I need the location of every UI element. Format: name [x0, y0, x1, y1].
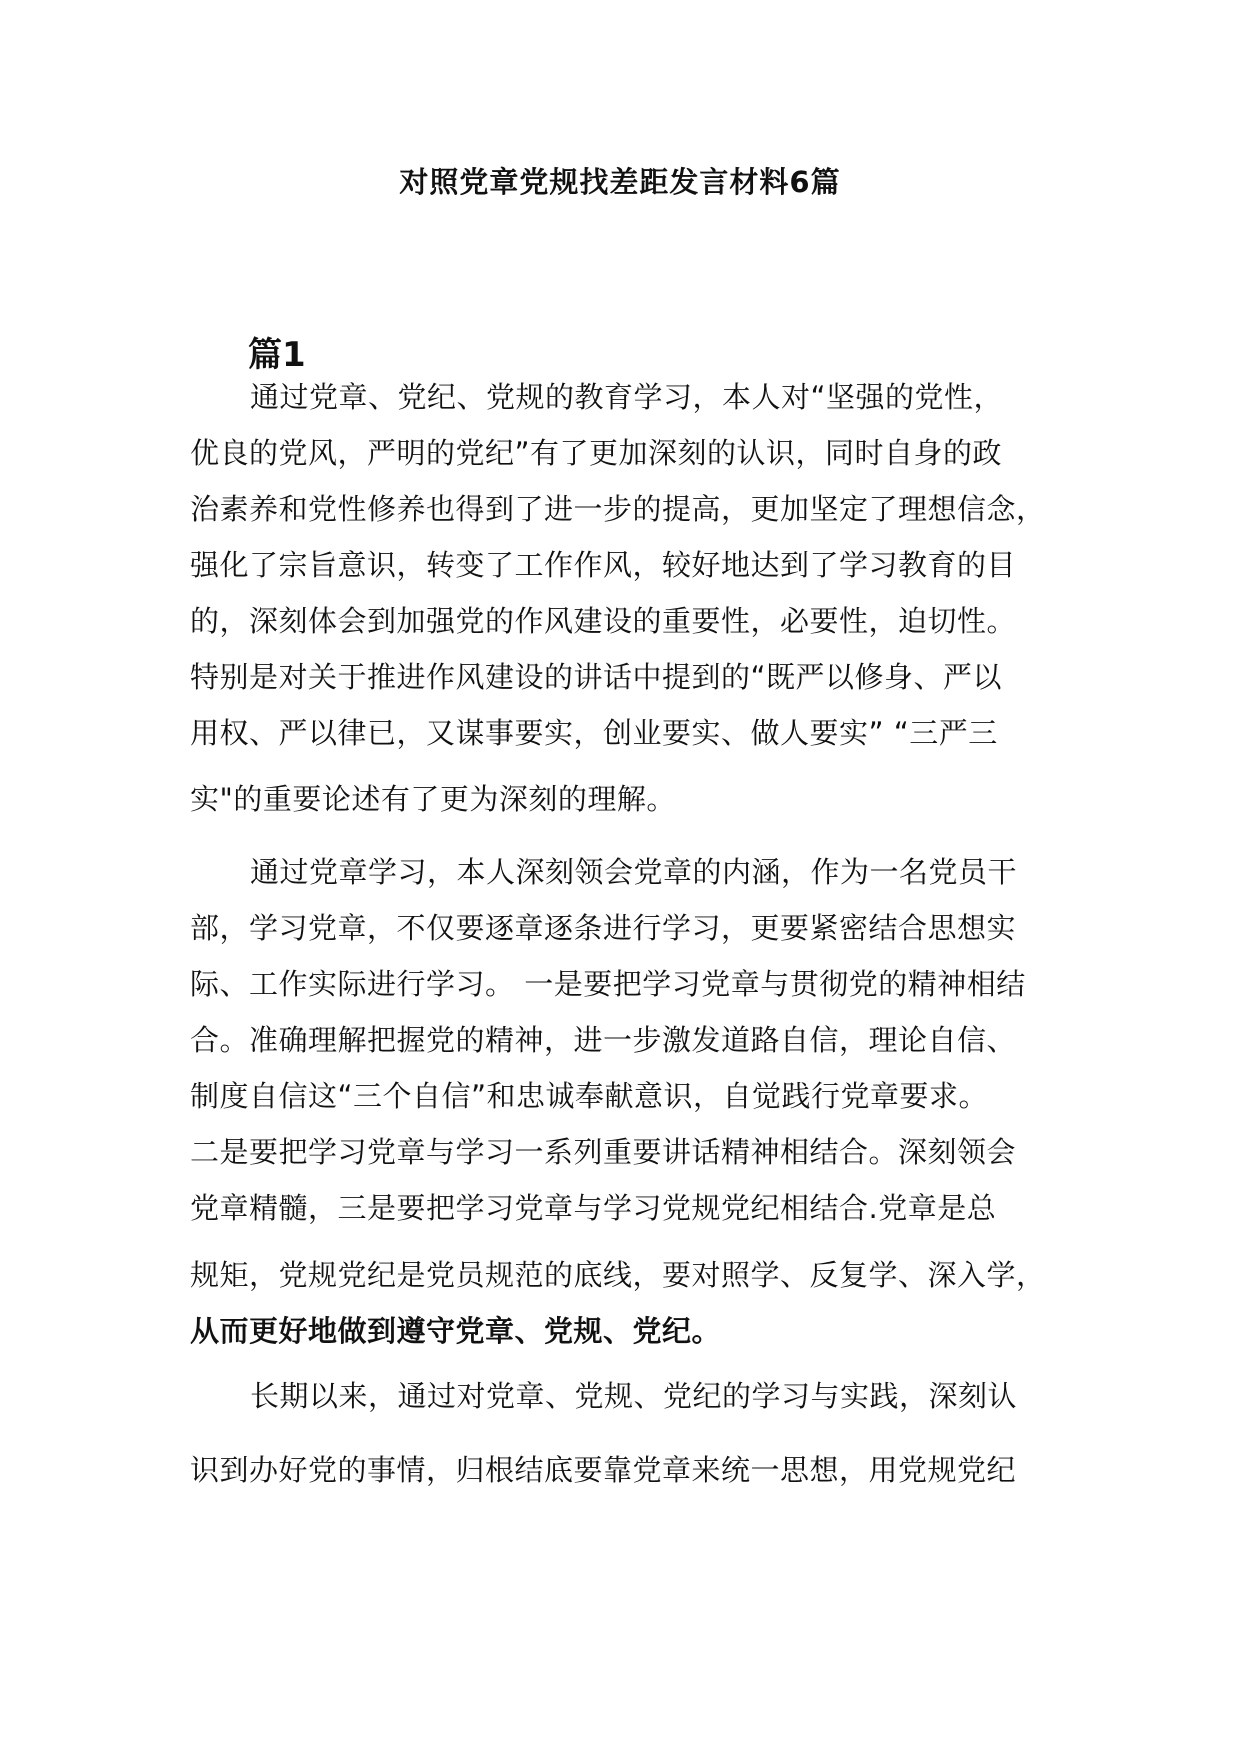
paragraph-line: 强化了宗旨意识，转变了工作作风，较好地达到了学习教育的目 [190, 548, 1017, 582]
paragraph-line: 实"的重要论述有了更为深刻的理解。 [190, 782, 676, 816]
paragraph-line: 通过党章学习，本人深刻领会党章的内涵，作为一名党员干 [250, 855, 1018, 889]
paragraph-line: 通过党章、党纪、党规的教育学习，本人对“坚强的党性， [250, 380, 1004, 414]
paragraph-line: 制度自信这“三个自信”和忠诚奉献意识，自觉践行党章要求。 [190, 1079, 989, 1113]
paragraph-line: 长期以来，通过对党章、党规、党纪的学习与实践，深刻认 [250, 1379, 1018, 1413]
paragraph-line: 识到办好党的事情，归根结底要靠党章来统一思想，用党规党纪 [190, 1453, 1017, 1487]
paragraph-line: 的，深刻体会到加强党的作风建设的重要性，必要性，迫切性。 [190, 604, 1017, 638]
paragraph-line: 规矩，党规党纪是党员规范的底线，要对照学、反复学、深入学， [190, 1258, 1046, 1292]
paragraph-line: 部，学习党章，不仅要逐章逐条进行学习，更要紧密结合思想实 [190, 911, 1017, 945]
paragraph-line: 际、工作实际进行学习。 一是要把学习党章与贯彻党的精神相结 [190, 967, 1026, 1001]
paragraph-line: 治素养和党性修养也得到了进一步的提高，更加坚定了理想信念， [190, 492, 1046, 526]
paragraph-line-bold: 从而更好地做到遵守党章、党规、党纪。 [190, 1314, 722, 1348]
paragraph-line: 党章精髓，三是要把学习党章与学习党规党纪相结合.党章是总 [190, 1191, 997, 1225]
paragraph-line: 二是要把学习党章与学习一系列重要讲话精神相结合。深刻领会 [190, 1135, 1017, 1169]
paragraph-line: 用权、严以律已，又谋事要实，创业要实、做人要实” “三严三 [190, 716, 998, 750]
paragraph-line: 优良的党风，严明的党纪”有了更加深刻的认识，同时自身的政 [190, 436, 1003, 470]
paragraph-line: 特别是对关于推进作风建设的讲话中提到的“既严以修身、严以 [190, 660, 1003, 694]
section-heading: 篇1 [248, 335, 306, 375]
paragraph-line: 合。准确理解把握党的精神，进一步激发道路自信，理论自信、 [190, 1023, 1017, 1057]
document-title: 对照党章党规找差距发言材料6篇 [399, 165, 841, 199]
